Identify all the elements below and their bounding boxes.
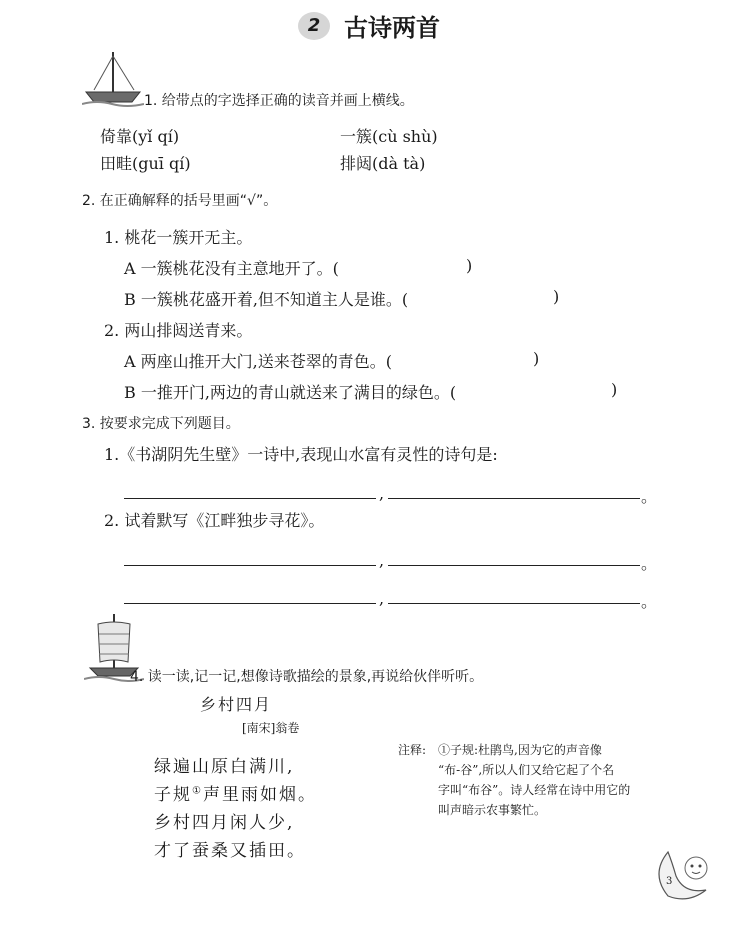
page-number: 3: [666, 876, 673, 887]
poem-line-text: 声里雨如烟。: [202, 785, 317, 805]
lesson-title: 古诗两首: [344, 14, 440, 42]
answer-bracket-close: ): [533, 349, 540, 368]
sailboat-illustration-icon: [82, 50, 144, 108]
answer-line[interactable]: [124, 498, 376, 499]
q2-sub2-option-b: B 一推开门,两边的青山就送来了满目的绿色。(: [124, 383, 457, 402]
answer-line[interactable]: [388, 603, 640, 604]
q1-item: 田畦(guī qí): [100, 154, 191, 173]
poem-line: 才了蚕桑又插田。: [154, 841, 306, 861]
comma: ,: [379, 484, 385, 503]
poem-title: 乡村四月: [200, 695, 273, 714]
q2-sub2-option-a: A 两座山推开大门,送来苍翠的青色。(: [124, 352, 392, 371]
note-line: 叫声暗示农事繁忙。: [438, 803, 547, 817]
answer-line[interactable]: [388, 498, 640, 499]
period: 。: [641, 592, 658, 611]
note-label: 注释:: [398, 743, 427, 757]
q2-prompt: 2. 在正确解释的括号里画“√”。: [82, 193, 278, 209]
answer-line[interactable]: [124, 603, 376, 604]
answer-line[interactable]: [388, 565, 640, 566]
q4-prompt: 4. 读一读,记一记,想像诗歌描绘的景象,再说给伙伴听听。: [130, 669, 484, 685]
period: 。: [641, 554, 658, 573]
q1-item: 倚靠(yǐ qí): [100, 127, 180, 146]
poem-line-text: 子规: [154, 785, 192, 805]
note-line: 字叫“布谷”。诗人经常在诗中用它的: [438, 783, 631, 797]
q1-item: 一簇(cù shù): [340, 127, 438, 146]
q3-prompt: 3. 按要求完成下列题目。: [82, 416, 240, 432]
lesson-number-badge: 2: [298, 12, 330, 40]
poem-line: 乡村四月闲人少,: [154, 813, 295, 833]
q2-sub1-option-a: A 一簇桃花没有主意地开了。(: [124, 259, 339, 278]
q2-sub1-title: 1. 桃花一簇开无主。: [104, 228, 253, 247]
q2-sub1-option-b: B 一簇桃花盛开着,但不知道主人是谁。(: [124, 290, 409, 309]
poem-line: [154, 780, 317, 805]
answer-bracket-close: ): [553, 287, 560, 306]
q1-prompt: 1. 给带点的字选择正确的读音并画上横线。: [144, 93, 414, 109]
footnote-marker: ①: [192, 785, 203, 797]
answer-bracket-close: ): [466, 256, 473, 275]
q3-sub1: 1.《书湖阴先生壁》一诗中,表现山水富有灵性的诗句是:: [104, 445, 498, 464]
poem-author: [南宋]翁卷: [242, 721, 300, 735]
note-line: ①子规:杜鹃鸟,因为它的声音像: [438, 743, 602, 757]
answer-line[interactable]: [124, 565, 376, 566]
poem-line: 绿遍山原白满川,: [154, 757, 295, 777]
comma: ,: [379, 551, 385, 570]
crescent-moon-icon: [648, 846, 714, 902]
q3-sub2: 2. 试着默写《江畔独步寻花》。: [104, 511, 325, 530]
comma: ,: [379, 589, 385, 608]
q2-sub2-title: 2. 两山排闼送青来。: [104, 321, 253, 340]
note-line: “布-谷”,所以人们又给它起了个名: [438, 763, 615, 777]
q1-item: 排闼(dà tà): [340, 154, 426, 173]
period: 。: [641, 487, 658, 506]
answer-bracket-close: ): [611, 380, 618, 399]
